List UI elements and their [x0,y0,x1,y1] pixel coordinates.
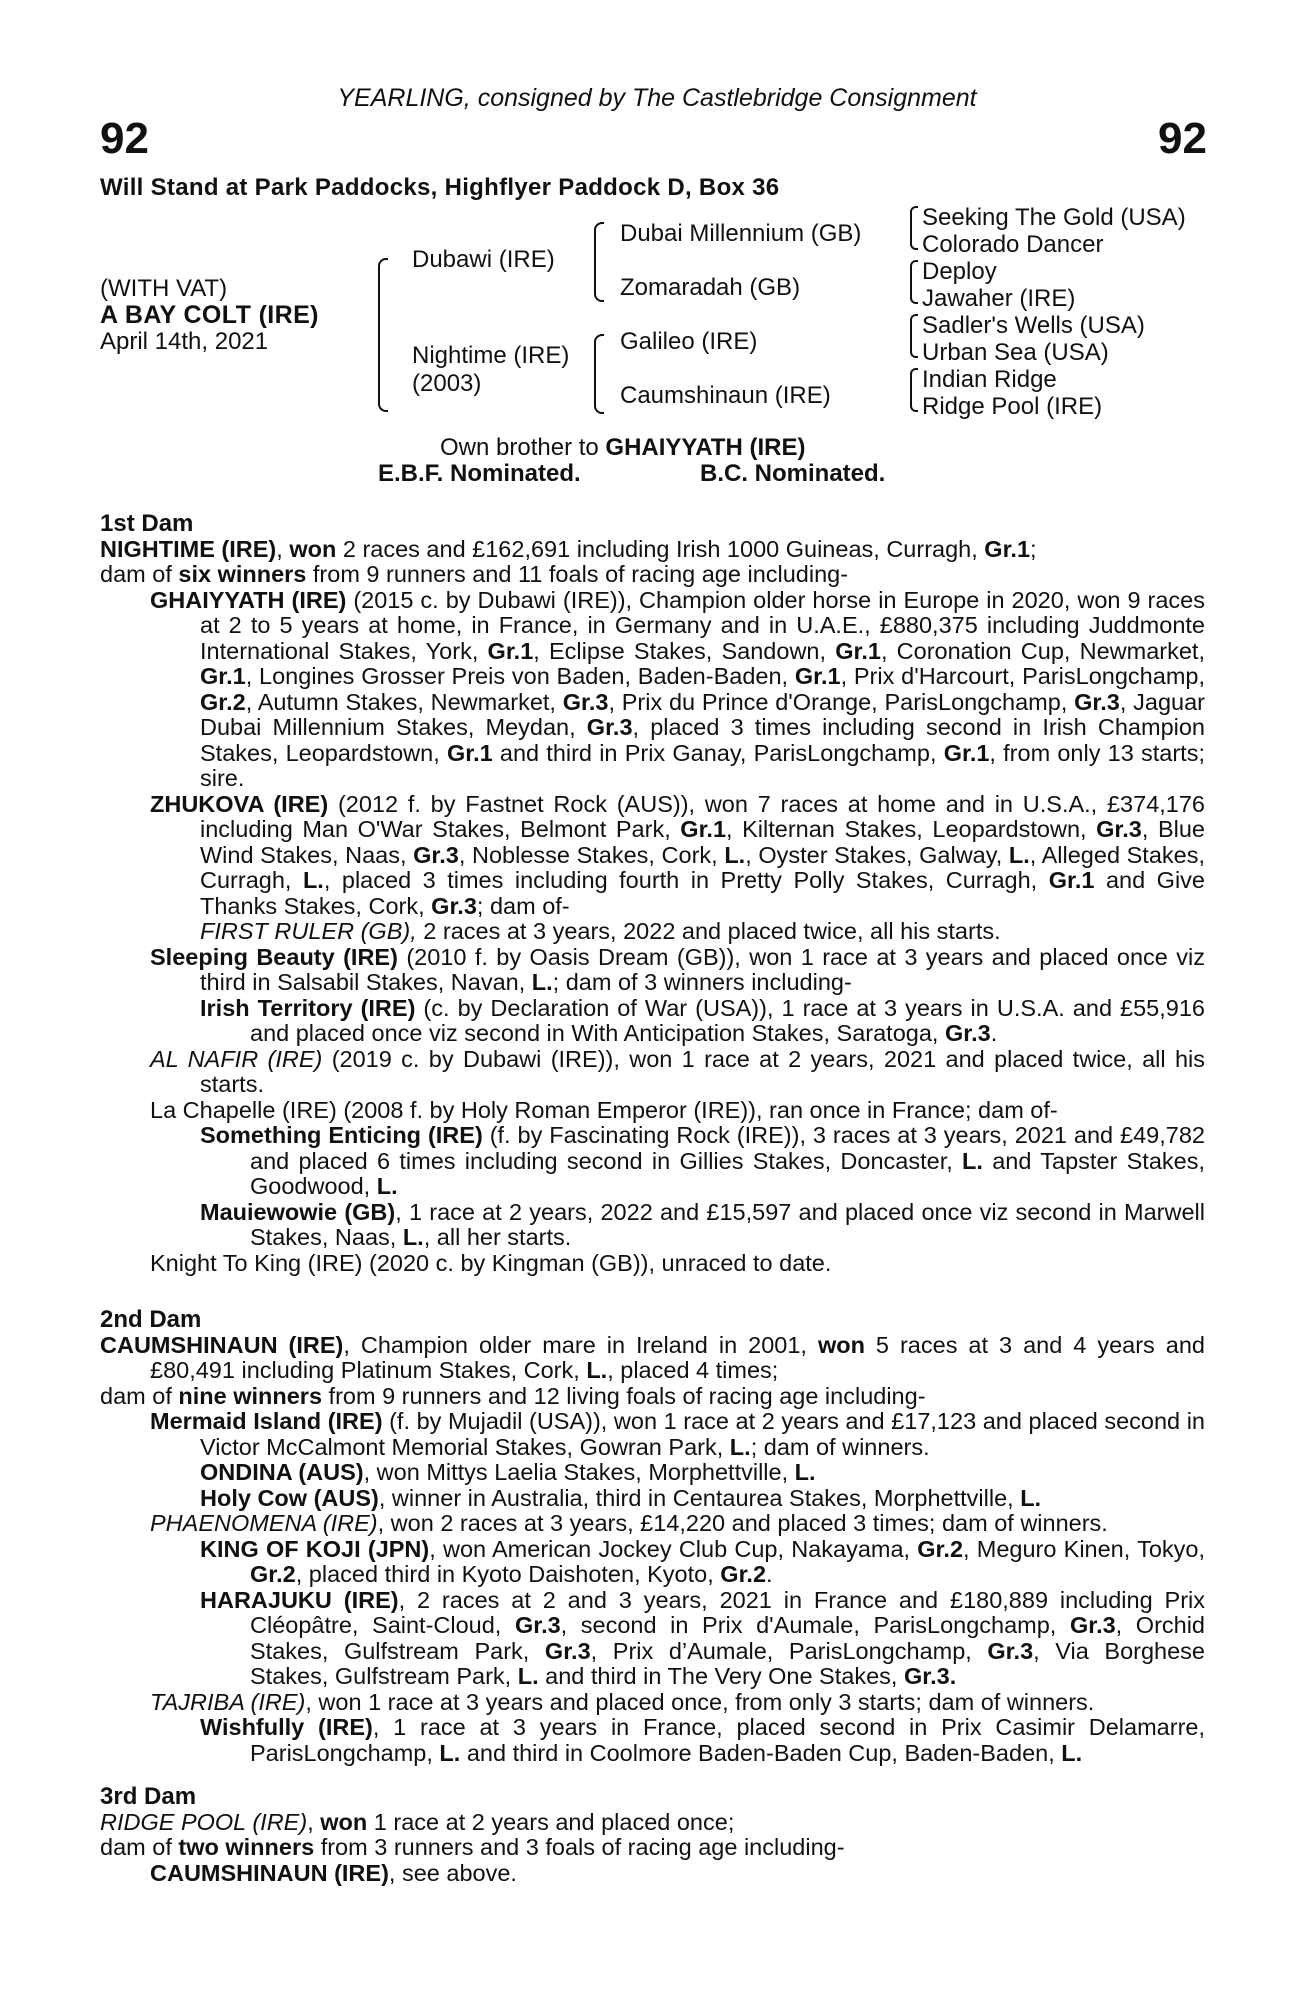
sire-dam: Zomaradah (GB) [620,274,801,301]
dd-sire: Indian Ridge [922,366,1057,393]
ds-dam: Urban Sea (USA) [922,339,1109,366]
pedigree-brace-main [378,258,388,412]
produce-mermaid-island: Mermaid Island (IRE) (f. by Mujadil (USA)), won 1 race at 2 years and £17,123 and placed second in Victor McCalmont Memorial Stakes, Gowran Park, L.; dam of winners. [150,1408,1205,1460]
produce-wishfully: Wishfully (IRE), 1 race at 3 years in France, placed second in Prix Casimir Delamarre, ParisLongchamp, L. and third in Coolmore Baden-Baden Cup, Baden-Baden, L. [200,1714,1205,1766]
horse-name: A BAY COLT (IRE) [100,301,319,329]
own-brother-note [440,434,805,462]
third-dam-heading: 3rd Dam [100,1783,197,1810]
third-dam-section [100,1784,1205,1886]
ss-dam: Colorado Dancer [922,231,1104,258]
produce-something-enticing: Something Enticing (IRE) (f. by Fascinating Rock (IRE)), 3 races at 3 years, 2021 and £49,782 and placed 6 times including second in Gillies Stakes, Doncaster, L. and Tapster Stakes, Goodwood, L. [200,1122,1206,1199]
produce-ghaiyyath: GHAIYYATH (IRE) (2015 c. by Dubawi (IRE)), Champion older horse in Europe in 2020, won 9 races at 2 to 5 years at home, in France, in Germany and in U.A.E., £880,375 including Juddmonte International Stakes, York, Gr.1, Eclipse Stakes, Sandown, Gr.1, Coronation Cup, Newmarket, Gr.1, Longines Grosser Preis von Baden, Baden-Baden, Gr.1, Prix d'Harcourt, ParisLongchamp, Gr.2, Autumn Stakes, Newmarket, Gr.3, Prix du Prince d'Orange, ParisLongchamp, Gr.3, Jaguar Dubai Millennium Stakes, Meydan, Gr.3, placed 3 times including second in Irish Champion Stakes, Leopardstown, Gr.1 and third in Prix Ganay, ParisLongchamp, Gr.1, from only 13 starts; sire. [150,586,1205,791]
bc-nominated: B.C. Nominated. [700,460,886,487]
produce-irish-territory: Irish Territory (IRE) (c. by Declaration of War (USA)), 1 race at 3 years in U.S.A. and £55,916 and placed once viz second in With Anticipation Stakes, Saratoga, Gr.3. [200,994,1205,1046]
first-dam-produce: dam of six winners from 9 runners and 11 foals of racing age including- [100,561,849,587]
consignor-subtitle: YEARLING, consigned by The Castlebridge Consignment [337,84,977,112]
produce-harajuku: HARAJUKU (IRE), 2 races at 2 and 3 years, 2021 in France and £180,889 including Prix Cléopâtre, Saint-Cloud, Gr.3, second in Prix d'Aumale, ParisLongchamp, Gr.3, Orchid Stakes, Gulfstream Park, Gr.3, Prix d’Aumale, ParisLongchamp, Gr.3, Via Borghese Stakes, Gulfstream Park, L. and third in The Very One Stakes, Gr.3. [200,1586,1206,1689]
produce-tajriba: TAJRIBA (IRE), won 1 race at 3 years and placed once, from only 3 starts; dam of winners. [150,1688,1095,1715]
produce-first-ruler: FIRST RULER (GB), 2 races at 3 years, 2022 and placed twice, all his starts. [200,918,1001,944]
produce-ondina: ONDINA (AUS), won Mittys Laelia Stakes, Morphettville, L. [200,1459,816,1485]
second-dam-section [100,1307,1205,1766]
produce-sleeping-beauty: Sleeping Beauty (IRE) (2010 f. by Oasis Dream (GB)), won 1 race at 3 years and placed once viz third in Salsabil Stakes, Navan, L.; dam of 3 winners including- [150,943,1205,995]
sd-sire: Deploy [922,258,997,285]
ss-sire: Seeking The Gold (USA) [922,204,1186,231]
first-dam-heading: 1st Dam [100,510,194,537]
third-dam-summary: RIDGE POOL (IRE), won 1 race at 2 years and placed once; [100,1808,735,1835]
ebf-nominated: E.B.F. Nominated. [378,460,581,487]
produce-zhukova: ZHUKOVA (IRE) (2012 f. by Fastnet Rock (AUS)), won 7 races at home and in U.S.A., £374,176 including Man O'War Stakes, Belmont Park, Gr.1, Kilternan Stakes, Leopardstown, Gr.3, Blue Wind Stakes, Naas, Gr.3, Noblesse Stakes, Cork, L., Oyster Stakes, Galway, L., Alleged Stakes, Curragh, L., placed 3 times including fourth in Pretty Polly Stakes, Curragh, Gr.1 and Give Thanks Stakes, Cork, Gr.3; dam of- [150,790,1206,919]
dam-year: (2003) [412,370,482,397]
third-dam-produce: dam of two winners from 3 runners and 3 foals of racing age including- [100,1834,845,1860]
lot-number-right: 92 [1158,114,1207,163]
pedigree-brace-ss [910,206,918,250]
dam-dam: Caumshinaun (IRE) [620,382,831,409]
vat-label: (WITH VAT) [100,275,228,302]
sd-dam: Jawaher (IRE) [922,285,1076,312]
dd-dam: Ridge Pool (IRE) [922,393,1103,420]
own-brother-prefix: Own brother to [440,434,606,461]
first-dam-summary: NIGHTIME (IRE), won 2 races and £162,691 including Irish 1000 Guineas, Curragh, Gr.1; [100,535,1037,562]
second-dam-summary: CAUMSHINAUN (IRE), Champion older mare in Ireland in 2001, won 5 races at 3 and 4 years and £80,491 including Platinum Stakes, Cork, L., placed 4 times; [100,1331,1205,1383]
produce-phaenomena: PHAENOMENA (IRE), won 2 races at 3 years, £14,220 and placed 3 times; dam of winners. [150,1510,1108,1536]
dam-name: Nightime (IRE) [412,342,570,369]
pedigree-brace-sire [594,222,604,302]
lot-number-left: 92 [100,114,149,163]
foaling-date: April 14th, 2021 [100,328,269,355]
produce-al-nafir: AL NAFIR (IRE) (2019 c. by Dubawi (IRE)), won 1 race at 2 years, 2021 and placed twice, all his starts. [150,1045,1206,1097]
produce-mauiewowie: Mauiewowie (GB), 1 race at 2 years, 2022 and £15,597 and placed once viz second in Marwell Stakes, Naas, L., all her starts. [200,1198,1205,1250]
dam-sire: Galileo (IRE) [620,328,758,355]
produce-caumshinaun: CAUMSHINAUN (IRE), see above. [150,1859,517,1886]
own-brother-name: GHAIYYATH (IRE) [605,434,806,461]
pedigree-brace-sd [910,260,918,304]
pedigree-brace-dam [594,334,604,414]
sire-sire: Dubai Millennium (GB) [620,220,862,247]
produce-king-of-koji: KING OF KOJI (JPN), won American Jockey Club Cup, Nakayama, Gr.2, Meguro Kinen, Tokyo, Gr.2, placed third in Kyoto Daishoten, Kyoto, Gr.2. [200,1535,1205,1587]
first-dam-section [100,511,1205,1276]
ds-sire: Sadler's Wells (USA) [922,312,1145,339]
second-dam-produce: dam of nine winners from 9 runners and 12 living foals of racing age including- [100,1382,926,1409]
sire-name: Dubawi (IRE) [412,246,555,273]
pedigree-brace-dd [910,368,918,412]
second-dam-heading: 2nd Dam [100,1306,202,1333]
produce-holy-cow: Holy Cow (AUS), winner in Australia, third in Centaurea Stakes, Morphettville, L. [200,1484,1042,1511]
produce-la-chapelle: La Chapelle (IRE) (2008 f. by Holy Roman Emperor (IRE)), ran once in France; dam of- [150,1096,1058,1123]
stand-location: Will Stand at Park Paddocks, Highflyer Paddock D, Box 36 [100,174,780,201]
produce-knight-to-king: Knight To King (IRE) (2020 c. by Kingman (GB)), unraced to date. [150,1249,832,1276]
pedigree-brace-ds [910,314,918,358]
